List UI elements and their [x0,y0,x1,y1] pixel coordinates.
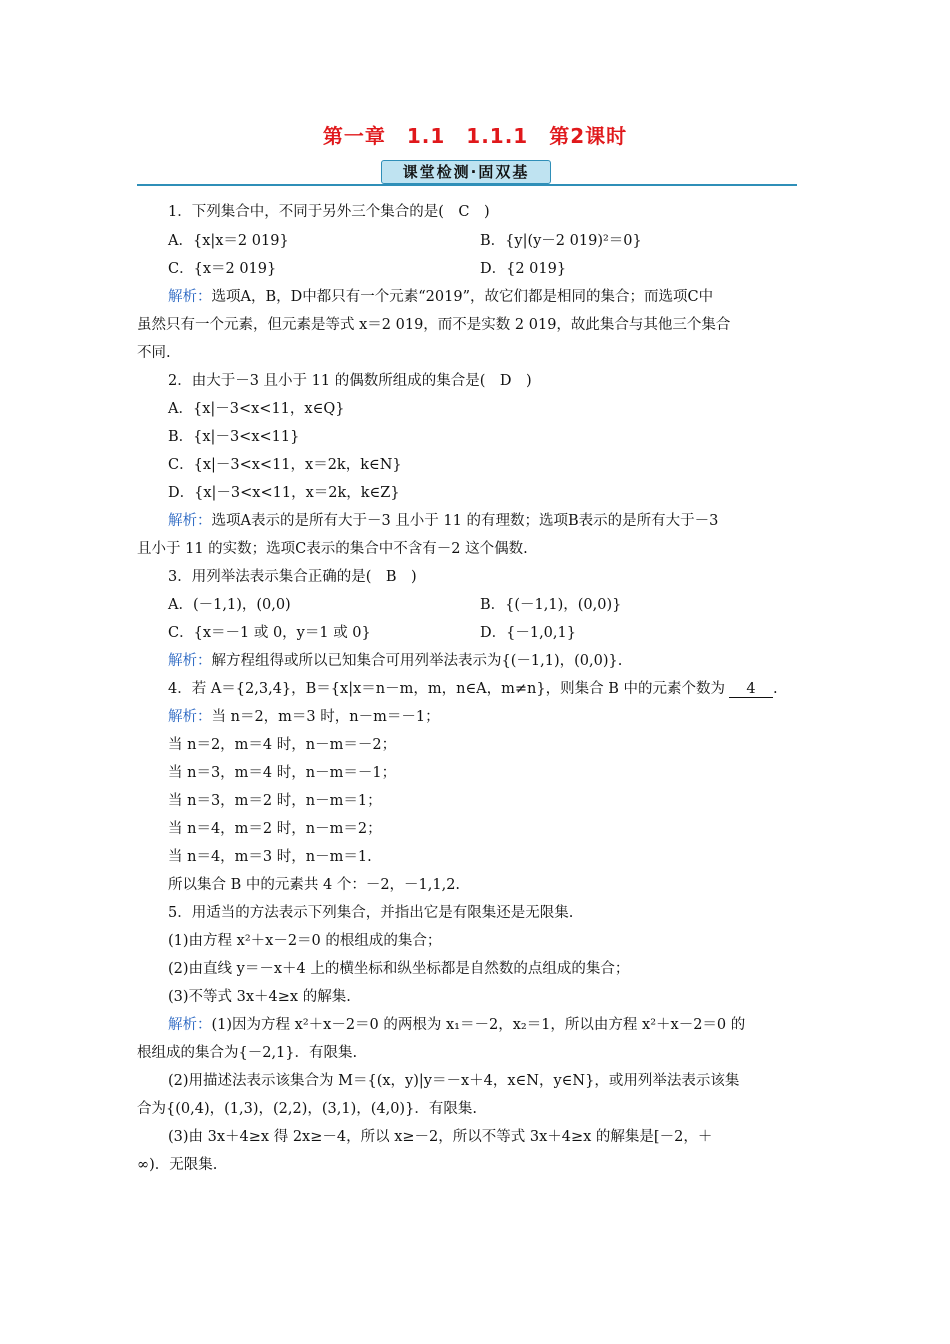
q4-analysis-line5: 当 n＝4，m＝2 时，n－m＝2； [168,821,382,837]
q2-option-d: D．{x|－3<x<11，x＝2k，k∈Z} [168,485,400,501]
q5-analysis-line3: (2)用描述法表示该集合为 M＝{(x，y)|y＝－x＋4，x∈N，y∈N}，或用列举法表示该集 [168,1073,740,1089]
divider [137,184,797,186]
q1-analysis-line2: 虽然只有一个元素，但元素是等式 x＝2 019，而不是实数 2 019，故此集合与其他三个集合 [137,317,731,333]
q3-option-c: C．{x＝－1 或 0，y＝1 或 0} [168,625,371,641]
q4-analysis-text1: 当 n＝2，m＝3 时，n－m＝－1； [211,709,440,725]
analysis-label: 解析： [168,1017,212,1033]
q3-analysis [168,649,622,670]
q4-stem-period: . [773,681,778,697]
q2-analysis-line2: 且小于 11 的实数；选项C表示的集合中不含有－2 这个偶数. [137,541,528,557]
q1-option-b: B．{y|(y－2 019)²＝0} [480,233,642,249]
q1-option-c: C．{x＝2 019} [168,261,277,277]
q5-part2: (2)由直线 y＝－x＋4 上的横坐标和纵坐标都是自然数的点组成的集合； [168,961,630,977]
q1-analysis-line1 [168,285,713,306]
analysis-label: 解析： [168,653,212,669]
q4-analysis-line1 [168,705,440,726]
q3-option-a: A．(－1,1)，(0,0) [168,597,291,613]
q4-analysis-line2: 当 n＝2，m＝4 时，n－m＝－2； [168,737,397,753]
q5-analysis-line6: ∞)．无限集. [137,1157,218,1173]
analysis-label: 解析： [168,513,212,529]
q4-analysis-line4: 当 n＝3，m＝2 时，n－m＝1； [168,793,382,809]
q1-analysis-text1: 选项A，B，D中都只有一个元素“2019”，故它们都是相同的集合；而选项C中 [211,289,714,305]
q4-answer-blank: 4 [729,681,773,698]
q5-analysis-line1 [168,1013,745,1034]
q4-analysis-line3: 当 n＝3，m＝4 时，n－m＝－1； [168,765,397,781]
q4-stem-text: 4．若 A＝{2,3,4}，B＝{x|x＝n－m，m，n∈A，m≠n}，则集合 B 中的元素个数为 [168,681,725,697]
analysis-label: 解析： [168,709,212,725]
analysis-label: 解析： [168,289,212,305]
q1-option-d: D．{2 019} [480,261,567,277]
q5-analysis-text1: (1)因为方程 x²＋x－2＝0 的两根为 x₁＝－2，x₂＝1，所以由方程 x²＋x－2＝0 的 [211,1017,746,1033]
q1-stem: 1．下列集合中，不同于另外三个集合的是( C ) [168,204,490,220]
q4-analysis-line7: 所以集合 B 中的元素共 4 个：－2，－1,1,2. [168,877,461,893]
q1-option-a: A．{x|x＝2 019} [168,233,289,249]
q5-part3: (3)不等式 3x＋4≥x 的解集. [168,989,351,1005]
q1-analysis-line3: 不同. [137,345,171,361]
q2-stem: 2．由大于－3 且小于 11 的偶数所组成的集合是( D ) [168,373,532,389]
q2-analysis-line1 [168,509,718,530]
q2-option-a: A．{x|－3<x<11，x∈Q} [168,401,345,417]
q5-analysis-line5: (3)由 3x＋4≥x 得 2x≥－4，所以 x≥－2，所以不等式 3x＋4≥x 的解集是[－2，＋ [168,1129,713,1145]
section-banner: 课堂检测·固双基 [381,160,551,184]
q3-option-b: B．{(－1,1)，(0,0)} [480,597,622,613]
q2-option-b: B．{x|－3<x<11} [168,429,300,445]
q5-stem: 5．用适当的方法表示下列集合，并指出它是有限集还是无限集. [168,905,574,921]
q3-analysis-text: 解方程组得或所以已知集合可用列举法表示为{(－1,1)，(0,0)}. [211,653,623,669]
q5-analysis-line4: 合为{(0,4)，(1,3)，(2,2)，(3,1)，(4,0)}．有限集. [137,1101,477,1117]
q3-stem: 3．用列举法表示集合正确的是( B ) [168,569,417,585]
page-title: 第一章 1.1 1.1.1 第2课时 [322,124,628,148]
q5-part1: (1)由方程 x²＋x－2＝0 的根组成的集合； [168,933,442,949]
q4-analysis-line6: 当 n＝4，m＝3 时，n－m＝1. [168,849,372,865]
q2-option-c: C．{x|－3<x<11，x＝2k，k∈N} [168,457,402,473]
q2-analysis-text1: 选项A表示的是所有大于－3 且小于 11 的有理数；选项B表示的是所有大于－3 [211,513,719,529]
q5-analysis-line2: 根组成的集合为{－2,1}．有限集. [137,1045,358,1061]
q3-option-d: D．{－1,0,1} [480,625,576,641]
q4-stem [168,677,778,698]
